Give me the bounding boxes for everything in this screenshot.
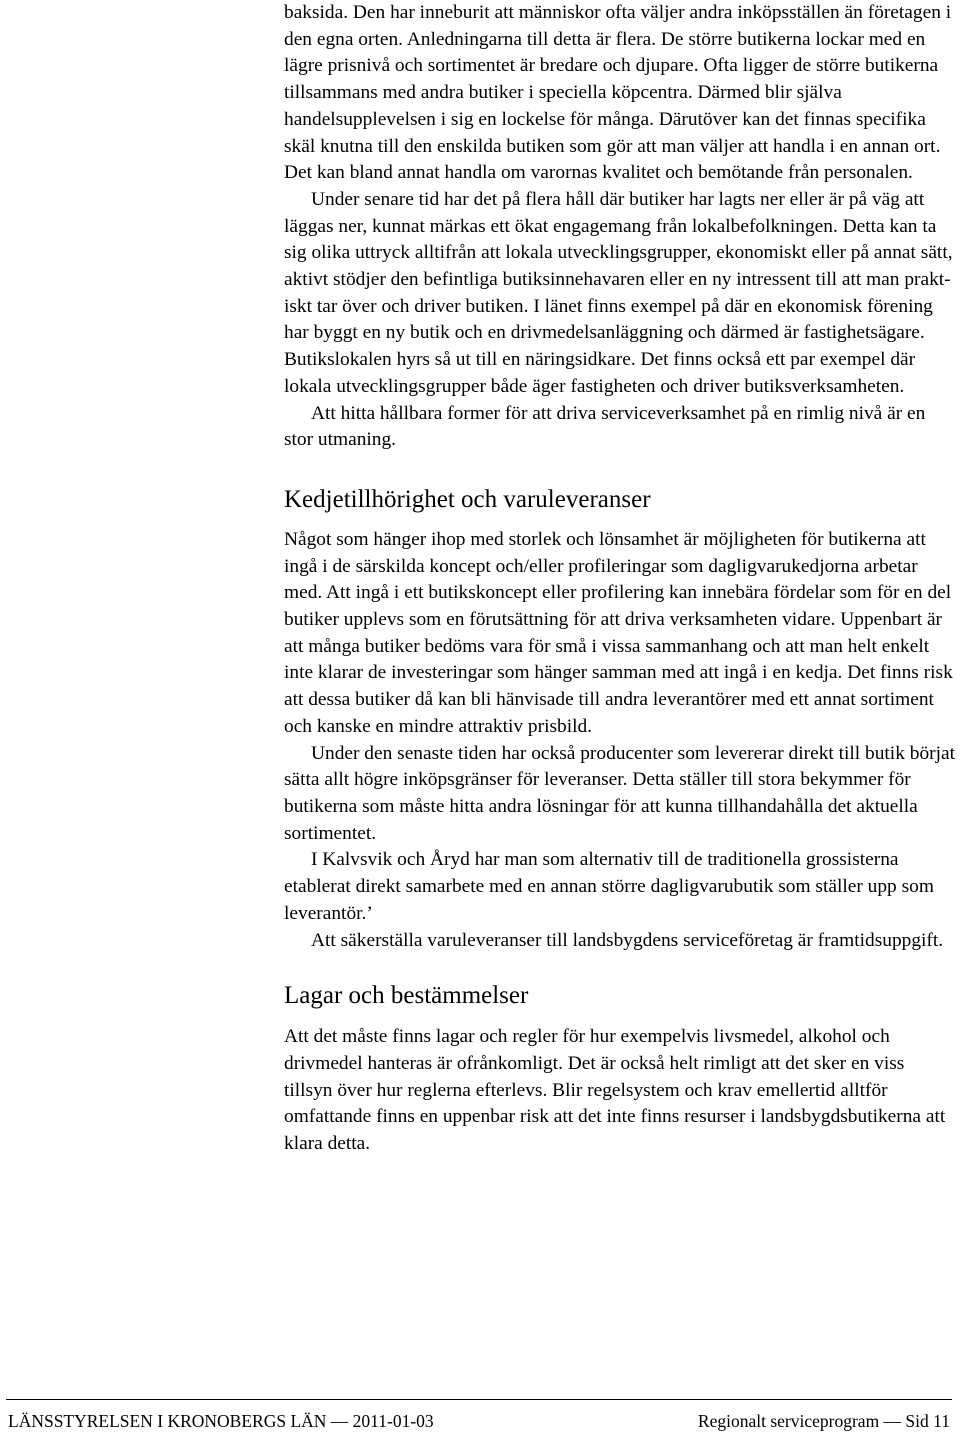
- paragraph: Under senare tid har det på flera håll där butiker har lagts ner eller är på väg att läggas ner, kunnat märkas ett ökat engagemang från lokalbefolkningen. Detta kan ta sig olika uttryck alltifrån att lokala utvecklingsgrupper, ekonomiskt eller på annat sätt, aktivt stödjer den befintliga butiksinnehavaren eller en ny intressent till att man praktiskt tar över och driver butiken. I länet finns exempel på där en ekonomisk förening har byggt en ny butik och en drivmedelsanläggning och därmed är fastighetsägare. Butikslokalen hyrs så ut till en näringsidkare. Det finns också ett par exempel där lokala utvecklingsgrupper både äger fastigheten och driver butiksverksamheten.: [284, 188, 953, 397]
- page-footer: [6, 1399, 952, 1431]
- paragraph: Något som hänger ihop med storlek och lönsamhet är möjligheten för butikerna att ingå i de särskilda koncept och/eller profileringar som dagligvarukedjorna arbetar med. Att ingå i ett butikskoncept eller profilering kan innebära fördelar som för en del butiker upplevs som en förutsättning för att driva verksamheten vidare. Uppenbart är att många butiker bedöms vara för små i vissa sammanhang och att man helt enkelt inte klarar de investeringar som hänger samman med att ingå i en kedja. Det finns risk att dessa butiker då kan bli hänvisade till andra leverantörer med ett annat sortiment och kanske en mindre attraktiv prisbild.: [284, 528, 953, 737]
- section-heading: Kedjetillhörighet och varuleveranser: [284, 485, 651, 513]
- section-heading: Lagar och bestämmelser: [284, 982, 529, 1010]
- paragraph: Att det måste finns lagar och regler för hur exempelvis livsmedel, alkohol och drivmedel hanteras är ofrånkomligt. Det är också helt rimligt att det sker en viss tillsyn över hur reglerna efterlevs. Blir regelsystem och krav emellertid alltför omfattande finns en uppenbar risk att det inte finns resurser i landsbygdsbutikerna att klara detta.: [284, 1026, 946, 1155]
- paragraph: baksida. Den har inneburit att människor ofta väljer andra inköpsställen än företagen i den egna orten. Anledningarna till detta är flera. De större butikerna lockar med en lägre prisnivå och sortimentet är bredare och djupare. Ofta ligger de större butikerna tillsammans med andra butiker i speciella köpcentra. Därmed blir själva handelsupplevelsen i sig en lockelse för många. Därutöver kan det finnas specifika skäl knutna till den enskilda butiken som gör att man väljer att handla i en annan ort. Det kan bland annat handla om varornas kvalitet och bemötande från personalen.: [284, 2, 952, 184]
- paragraph: Att säkerställa varuleveranser till landsbygdens serviceföretag är framtidsuppgift.: [311, 929, 944, 951]
- footer-left: LÄNSSTYRELSEN I KRONOBERGS LÄN — 2011-01-03: [8, 1411, 434, 1431]
- paragraph: Under den senaste tiden har också producenter som levererar direkt till butik börjat sätta allt högre inköpsgränser för leveranser. Detta ställer till stora bekymmer för butikerna som måste hitta andra lösningar för att kunna tillhandahålla det aktuella sortimentet.: [284, 742, 955, 844]
- footer-right: Regionalt serviceprogram — Sid 11: [697, 1411, 950, 1431]
- document-body: [284, 0, 956, 1158]
- paragraph: Att hitta hållbara former för att driva serviceverksamhet på en rimlig nivå är en stor utmaning.: [284, 402, 926, 451]
- paragraph: I Kalvsvik och Åryd har man som alternativ till de traditionella grossisterna etablerat direkt samarbete med en annan större dagligvarubutik som ställer upp som leverantör.’: [284, 849, 934, 924]
